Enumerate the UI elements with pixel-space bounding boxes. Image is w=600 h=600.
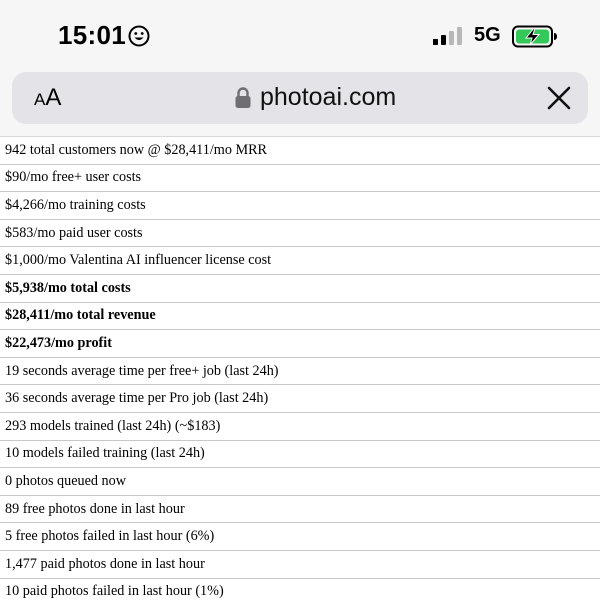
stats-list [0,137,600,600]
browser-toolbar [0,70,600,137]
smiley-icon [128,25,150,47]
stat-row: 10 models failed training (last 24h) [0,441,600,469]
stat-row: $90/mo free+ user costs [0,165,600,193]
status-bar [0,0,600,70]
lock-icon [234,86,252,110]
text-size-small-label: A [34,90,46,109]
status-time: 15:01 [58,20,126,50]
stat-row: $4,266/mo training costs [0,192,600,220]
address-bar[interactable] [12,72,588,124]
stat-row: 293 models trained (last 24h) (~$183) [0,413,600,441]
text-size-big-label: A [45,84,62,111]
signal-icon [433,26,465,48]
network-type: 5G [474,24,501,46]
stat-row: $583/mo paid user costs [0,220,600,248]
stat-row: 1,477 paid photos done in last hour [0,551,600,579]
text-size-button[interactable] [34,84,61,112]
stat-row: $5,938/mo total costs [0,275,600,303]
close-icon[interactable] [546,85,572,111]
stat-row: 19 seconds average time per free+ job (last 24h) [0,358,600,386]
stat-row: 942 total customers now @ $28,411/mo MRR [0,137,600,165]
stat-row: 0 photos queued now [0,468,600,496]
stat-row: 5 free photos failed in last hour (6%) [0,523,600,551]
stat-row: 10 paid photos failed in last hour (1%) [0,579,600,600]
battery-charging-icon [512,25,558,48]
stat-row: 36 seconds average time per Pro job (last 24h) [0,385,600,413]
stat-row: 89 free photos done in last hour [0,496,600,524]
stat-row: $1,000/mo Valentina AI influencer license cost [0,247,600,275]
url-text[interactable]: photoai.com [260,83,397,111]
stat-row: $22,473/mo profit [0,330,600,358]
stat-row: $28,411/mo total revenue [0,303,600,331]
